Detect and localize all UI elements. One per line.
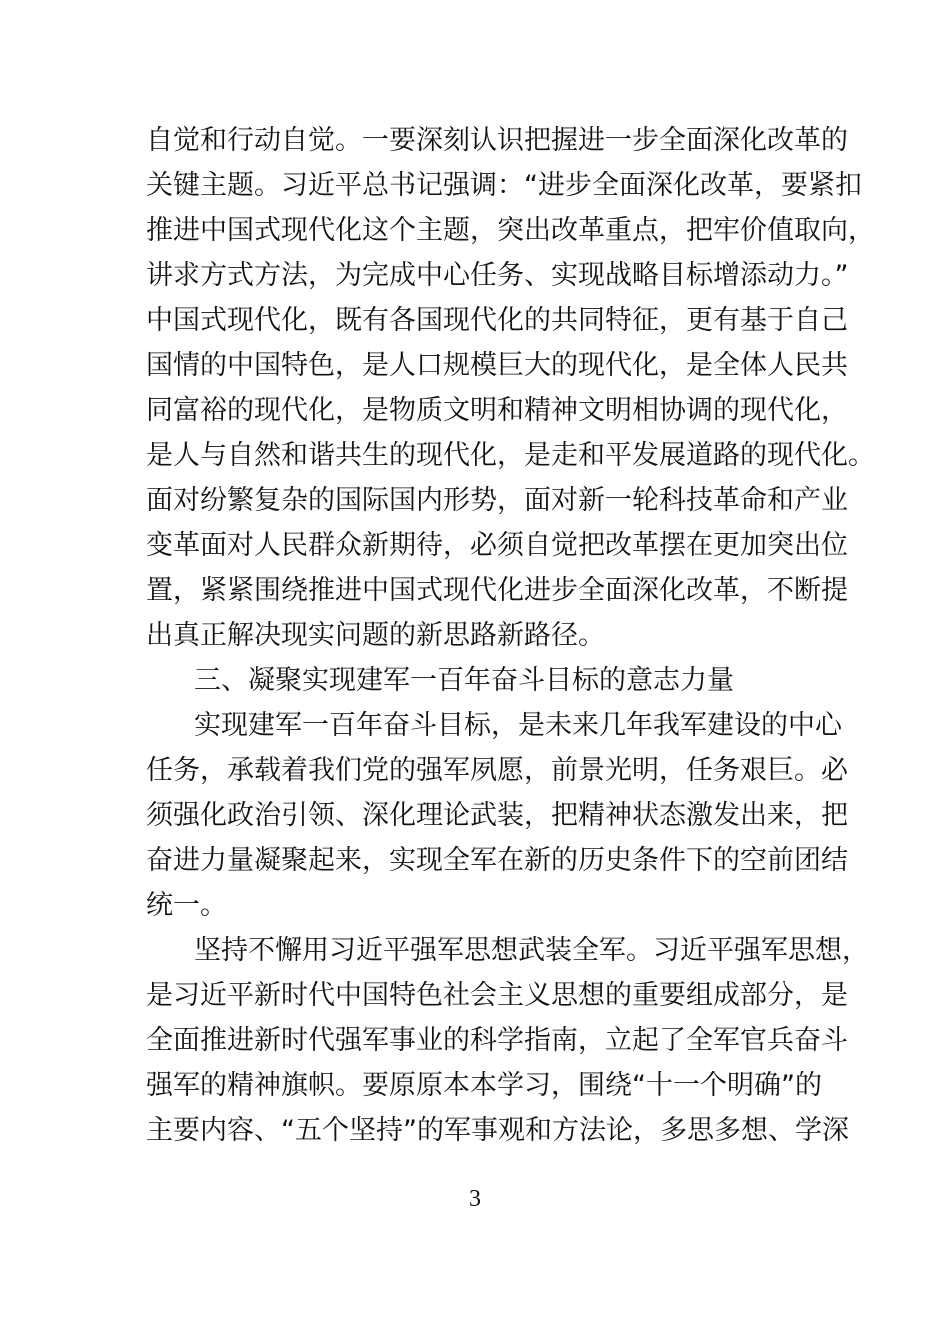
text-line: 坚持不懈用习近平强军思想武装全军。习近平强军思想， — [194, 935, 869, 966]
text-line: 国情的中国特色，是人口规模巨大的现代化，是全体人民共 — [146, 350, 848, 381]
text-line: 中国式现代化，既有各国现代化的共同特征，更有基于自己 — [146, 305, 848, 336]
text-line: 统一。 — [146, 890, 227, 921]
text-line: 任务，承载着我们党的强军夙愿，前景光明，任务艰巨。必 — [146, 755, 848, 786]
text-line: 须强化政治引领、深化理论武装，把精神状态激发出来，把 — [146, 800, 848, 831]
text-line: 实现建军一百年奋斗目标，是未来几年我军建设的中心 — [194, 710, 842, 741]
text-line: 是习近平新时代中国特色社会主义思想的重要组成部分，是 — [146, 980, 848, 1011]
text-line: 变革面对人民群众新期待，必须自觉把改革摆在更加突出位 — [146, 530, 848, 561]
text-line: 推进中国式现代化这个主题，突出改革重点，把牢价值取向， — [146, 215, 875, 246]
text-line: 全面推进新时代强军事业的科学指南，立起了全军官兵奋斗 — [146, 1025, 848, 1056]
page-number: 3 — [469, 1186, 481, 1212]
text-line: 关键主题。习近平总书记强调：“进步全面深化改革，要紧扣 — [146, 170, 862, 201]
text-line: 置，紧紧围绕推进中国式现代化进步全面深化改革，不断提 — [146, 575, 848, 606]
text-line: 讲求方式方法，为完成中心任务、实现战略目标增添动力。” — [146, 260, 849, 291]
text-line: 面对纷繁复杂的国际国内形势，面对新一轮科技革命和产业 — [146, 485, 848, 516]
section-heading: 三、凝聚实现建军一百年奋斗目标的意志力量 — [194, 665, 734, 696]
text-line: 自觉和行动自觉。一要深刻认识把握进一步全面深化改革的 — [146, 125, 848, 156]
text-line: 主要内容、“五个坚持”的军事观和方法论，多思多想、学深 — [146, 1115, 849, 1146]
text-line: 是人与自然和谐共生的现代化，是走和平发展道路的现代化。 — [146, 440, 875, 471]
text-line: 奋进力量凝聚起来，实现全军在新的历史条件下的空前团结 — [146, 845, 848, 876]
text-line: 强军的精神旗帜。要原原本本学习，围绕“十一个明确”的 — [146, 1070, 822, 1101]
text-line: 出真正解决现实问题的新思路新路径。 — [146, 620, 605, 651]
text-line: 同富裕的现代化，是物质文明和精神文明相协调的现代化， — [146, 395, 848, 426]
